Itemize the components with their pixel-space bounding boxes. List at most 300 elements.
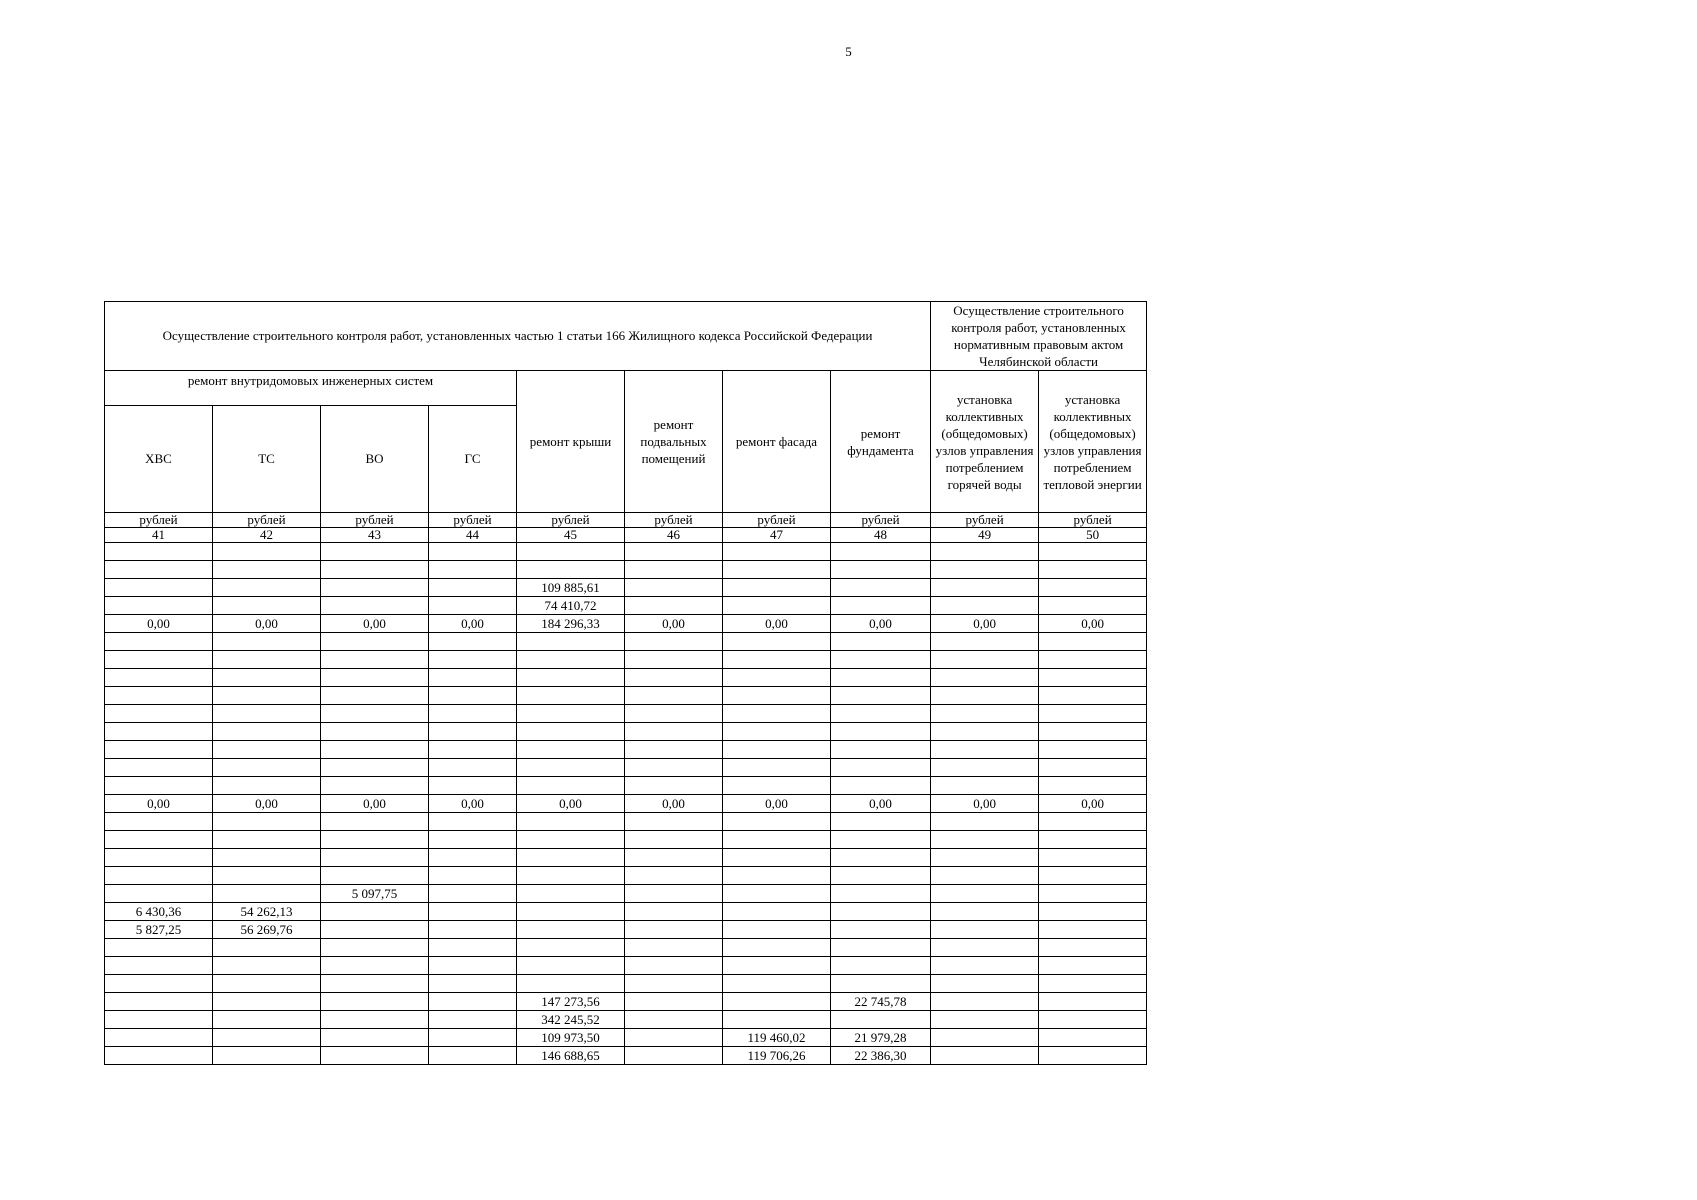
table-cell — [321, 849, 429, 867]
table-cell: 0,00 — [625, 615, 723, 633]
table-cell — [213, 543, 321, 561]
table-cell — [105, 975, 213, 993]
column-number: 48 — [831, 528, 931, 543]
table-cell: 6 430,36 — [105, 903, 213, 921]
table-cell — [625, 651, 723, 669]
table-cell — [517, 903, 625, 921]
table-cell — [429, 741, 517, 759]
table-cell — [625, 1047, 723, 1065]
page-number: 5 — [845, 44, 852, 59]
table-cell — [931, 777, 1039, 795]
table-cell: 5 097,75 — [321, 885, 429, 903]
table-cell — [1039, 867, 1147, 885]
table-cell: 0,00 — [1039, 615, 1147, 633]
table-cell — [931, 1029, 1039, 1047]
table-row — [105, 579, 1147, 597]
table-cell — [723, 723, 831, 741]
table-cell — [321, 777, 429, 795]
table-cell: 119 706,26 — [723, 1047, 831, 1065]
table-cell — [625, 813, 723, 831]
table-cell — [723, 939, 831, 957]
table-cell — [931, 687, 1039, 705]
table-cell — [723, 849, 831, 867]
regional-title: Осуществление строительного контроля работ, установленных нормативным правовым актом Челябинской области — [931, 302, 1147, 371]
table-cell — [213, 705, 321, 723]
table-cell: 0,00 — [105, 795, 213, 813]
table-cell — [517, 723, 625, 741]
table-cell — [429, 921, 517, 939]
table-cell — [931, 975, 1039, 993]
table-cell: 0,00 — [321, 795, 429, 813]
header-facade: ремонт фасада — [723, 371, 831, 513]
table-cell — [105, 813, 213, 831]
header-basement: ремонт подвальных помещений — [625, 371, 723, 513]
group-row — [105, 371, 1147, 406]
table-cell — [831, 597, 931, 615]
table-cell: 0,00 — [931, 615, 1039, 633]
table-cell — [931, 579, 1039, 597]
table-cell — [1039, 939, 1147, 957]
table-cell — [831, 939, 931, 957]
table-cell: 56 269,76 — [213, 921, 321, 939]
table-cell — [213, 813, 321, 831]
engineering-systems-header: ремонт внутридомовых инженерных систем — [105, 371, 517, 406]
table-cell — [831, 543, 931, 561]
table-cell — [831, 759, 931, 777]
table-cell — [213, 777, 321, 795]
table-row — [105, 813, 1147, 831]
table-cell — [321, 1011, 429, 1029]
table-cell — [429, 903, 517, 921]
table-cell — [1039, 705, 1147, 723]
table-cell — [517, 921, 625, 939]
table-cell: 54 262,13 — [213, 903, 321, 921]
table-row — [105, 759, 1147, 777]
table-cell — [625, 957, 723, 975]
table-cell — [1039, 1029, 1147, 1047]
table-cell — [105, 993, 213, 1011]
table-cell — [213, 831, 321, 849]
table-cell — [723, 543, 831, 561]
table-cell — [321, 975, 429, 993]
table-row — [105, 705, 1147, 723]
table-cell — [625, 669, 723, 687]
table-cell: 342 245,52 — [517, 1011, 625, 1029]
table-cell — [831, 579, 931, 597]
table-cell — [517, 957, 625, 975]
header-gs: ГС — [429, 406, 517, 513]
table-cell: 0,00 — [429, 795, 517, 813]
table-cell — [429, 579, 517, 597]
table-cell — [931, 849, 1039, 867]
column-number: 44 — [429, 528, 517, 543]
table-row — [105, 957, 1147, 975]
table-row — [105, 975, 1147, 993]
table-cell — [1039, 597, 1147, 615]
table-cell — [429, 759, 517, 777]
table-cell — [321, 1047, 429, 1065]
units-row — [105, 513, 1147, 528]
table-cell — [1039, 723, 1147, 741]
table-row — [105, 849, 1147, 867]
table-cell — [213, 669, 321, 687]
table-cell — [321, 705, 429, 723]
table-cell — [105, 939, 213, 957]
table-cell — [931, 813, 1039, 831]
table-cell — [105, 543, 213, 561]
table-row — [105, 831, 1147, 849]
table-row — [105, 867, 1147, 885]
table-cell — [213, 885, 321, 903]
table-cell — [625, 633, 723, 651]
table-cell — [831, 975, 931, 993]
table-cell — [625, 1011, 723, 1029]
table-cell — [723, 957, 831, 975]
table-cell — [321, 723, 429, 741]
table-cell: 74 410,72 — [517, 597, 625, 615]
table-cell — [429, 651, 517, 669]
table-cell — [517, 543, 625, 561]
table-cell: 21 979,28 — [831, 1029, 931, 1047]
table-cell — [1039, 561, 1147, 579]
table-cell — [429, 867, 517, 885]
table-cell — [517, 759, 625, 777]
table-cell: 5 827,25 — [105, 921, 213, 939]
table-cell — [723, 759, 831, 777]
table-cell — [429, 1029, 517, 1047]
table-cell — [723, 777, 831, 795]
table-row — [105, 651, 1147, 669]
table-cell — [213, 1011, 321, 1029]
table-row — [105, 1029, 1147, 1047]
table-cell — [321, 561, 429, 579]
table-cell — [517, 831, 625, 849]
table-cell — [723, 867, 831, 885]
table-cell — [831, 1011, 931, 1029]
table-cell — [429, 831, 517, 849]
table-cell — [831, 957, 931, 975]
table-row — [105, 543, 1147, 561]
table-cell — [723, 993, 831, 1011]
table-cell — [105, 957, 213, 975]
table-cell — [625, 723, 723, 741]
table-row — [105, 597, 1147, 615]
report-table — [104, 301, 1147, 1065]
table-cell — [517, 867, 625, 885]
table-cell — [321, 687, 429, 705]
column-number: 50 — [1039, 528, 1147, 543]
table-cell — [213, 741, 321, 759]
table-cell: 109 973,50 — [517, 1029, 625, 1047]
table-cell — [723, 885, 831, 903]
table-cell — [517, 849, 625, 867]
table-cell — [831, 849, 931, 867]
table-cell — [1039, 543, 1147, 561]
table-cell — [625, 1029, 723, 1047]
table-cell — [105, 669, 213, 687]
table-cell — [723, 597, 831, 615]
table-cell — [625, 849, 723, 867]
table-cell: 0,00 — [213, 795, 321, 813]
unit-cell: рублей — [723, 513, 831, 528]
table-cell — [429, 633, 517, 651]
table-cell: 0,00 — [831, 795, 931, 813]
table-cell — [105, 1047, 213, 1065]
column-number: 45 — [517, 528, 625, 543]
header-roof: ремонт крыши — [517, 371, 625, 513]
table-cell — [931, 633, 1039, 651]
table-cell — [429, 561, 517, 579]
unit-cell: рублей — [931, 513, 1039, 528]
table-cell — [831, 723, 931, 741]
table-cell — [831, 777, 931, 795]
table-cell — [931, 957, 1039, 975]
table-cell — [1039, 993, 1147, 1011]
table-cell: 0,00 — [321, 615, 429, 633]
table-cell — [213, 1029, 321, 1047]
table-row — [105, 1011, 1147, 1029]
table-cell — [625, 543, 723, 561]
table-cell — [625, 759, 723, 777]
table-cell — [931, 705, 1039, 723]
table-cell — [105, 885, 213, 903]
table-cell — [931, 1011, 1039, 1029]
table-cell: 0,00 — [831, 615, 931, 633]
table-cell — [723, 813, 831, 831]
table-cell — [429, 723, 517, 741]
table-cell — [625, 993, 723, 1011]
table-cell — [625, 705, 723, 723]
table-row — [105, 903, 1147, 921]
table-cell: 22 745,78 — [831, 993, 931, 1011]
table-cell — [723, 579, 831, 597]
table-row — [105, 885, 1147, 903]
header-ts: ТС — [213, 406, 321, 513]
table-cell — [931, 1047, 1039, 1065]
table-cell — [831, 633, 931, 651]
table-cell — [213, 687, 321, 705]
unit-cell: рублей — [321, 513, 429, 528]
table-cell: 0,00 — [213, 615, 321, 633]
column-number: 49 — [931, 528, 1039, 543]
table-cell — [931, 723, 1039, 741]
table-cell: 147 273,56 — [517, 993, 625, 1011]
table-cell — [1039, 687, 1147, 705]
table-cell — [429, 885, 517, 903]
table-cell — [517, 669, 625, 687]
table-cell — [105, 561, 213, 579]
table-cell — [429, 1047, 517, 1065]
table-cell — [723, 1011, 831, 1029]
table-cell — [723, 561, 831, 579]
table-cell — [517, 777, 625, 795]
table-cell — [1039, 831, 1147, 849]
table-cell — [831, 705, 931, 723]
table-cell — [321, 651, 429, 669]
unit-cell: рублей — [429, 513, 517, 528]
table-cell — [625, 777, 723, 795]
table-cell — [517, 975, 625, 993]
header-hvs: ХВС — [105, 406, 213, 513]
table-cell — [1039, 1047, 1147, 1065]
table-cell — [213, 651, 321, 669]
table-cell — [723, 705, 831, 723]
table-cell — [105, 1029, 213, 1047]
table-cell — [213, 1047, 321, 1065]
table-cell — [723, 831, 831, 849]
table-row — [105, 687, 1147, 705]
table-cell — [429, 687, 517, 705]
header-vo: ВО — [321, 406, 429, 513]
table-cell — [321, 813, 429, 831]
table-cell — [1039, 957, 1147, 975]
table-cell — [105, 849, 213, 867]
table-cell — [723, 741, 831, 759]
table-cell — [517, 813, 625, 831]
table-cell: 0,00 — [517, 795, 625, 813]
table-cell — [429, 813, 517, 831]
table-cell — [1039, 741, 1147, 759]
table-cell — [831, 561, 931, 579]
table-cell — [1039, 813, 1147, 831]
table-cell — [105, 687, 213, 705]
table-cell — [517, 651, 625, 669]
table-cell — [831, 669, 931, 687]
table-row — [105, 993, 1147, 1011]
table-cell — [105, 1011, 213, 1029]
table-cell — [321, 831, 429, 849]
table-cell — [625, 903, 723, 921]
table-cell — [321, 867, 429, 885]
table-cell — [321, 597, 429, 615]
table-cell — [723, 921, 831, 939]
table-cell — [723, 975, 831, 993]
table-cell — [429, 777, 517, 795]
table-cell — [429, 957, 517, 975]
table-cell — [429, 705, 517, 723]
table-cell — [625, 885, 723, 903]
table-cell — [517, 561, 625, 579]
table-cell — [321, 957, 429, 975]
table-cell — [321, 939, 429, 957]
table-cell — [723, 651, 831, 669]
table-cell — [321, 903, 429, 921]
table-cell — [517, 741, 625, 759]
table-cell — [831, 813, 931, 831]
table-cell — [321, 633, 429, 651]
table-cell — [931, 561, 1039, 579]
table-cell — [831, 651, 931, 669]
table-cell: 146 688,65 — [517, 1047, 625, 1065]
table-cell — [105, 741, 213, 759]
table-cell — [321, 921, 429, 939]
table-cell — [105, 633, 213, 651]
table-cell — [321, 543, 429, 561]
table-cell — [429, 543, 517, 561]
table-cell — [625, 579, 723, 597]
table-row — [105, 795, 1147, 813]
table-cell — [321, 579, 429, 597]
main-title: Осуществление строительного контроля работ, установленных частью 1 статьи 166 Жилищного кодекса Российской Федерации — [105, 302, 931, 371]
table-cell — [831, 867, 931, 885]
table-cell — [105, 597, 213, 615]
header-heat-meter: установка коллективных (общедомовых) узлов управления потреблением тепловой энергии — [1039, 371, 1147, 513]
table-cell — [429, 975, 517, 993]
table-cell: 184 296,33 — [517, 615, 625, 633]
table-row — [105, 1047, 1147, 1065]
table-cell — [931, 543, 1039, 561]
table-cell: 0,00 — [1039, 795, 1147, 813]
column-number: 46 — [625, 528, 723, 543]
column-number: 47 — [723, 528, 831, 543]
table-cell — [831, 921, 931, 939]
table-cell — [931, 867, 1039, 885]
table-cell — [517, 705, 625, 723]
table-cell — [931, 885, 1039, 903]
table-cell — [321, 1029, 429, 1047]
table-cell — [931, 597, 1039, 615]
table-row — [105, 921, 1147, 939]
table-cell — [517, 687, 625, 705]
table-cell — [1039, 1011, 1147, 1029]
table-cell — [831, 885, 931, 903]
table-row — [105, 723, 1147, 741]
unit-cell: рублей — [105, 513, 213, 528]
table-cell — [429, 939, 517, 957]
table-cell — [1039, 633, 1147, 651]
table-cell — [321, 993, 429, 1011]
table-cell — [321, 759, 429, 777]
table-cell: 0,00 — [723, 615, 831, 633]
table-cell — [213, 723, 321, 741]
table-cell — [931, 831, 1039, 849]
table-cell — [213, 759, 321, 777]
table-cell — [1039, 777, 1147, 795]
table-cell — [831, 903, 931, 921]
table-cell — [831, 741, 931, 759]
unit-cell: рублей — [517, 513, 625, 528]
table-cell — [429, 849, 517, 867]
table-cell — [1039, 651, 1147, 669]
table-cell — [931, 939, 1039, 957]
table-cell — [1039, 849, 1147, 867]
table-cell — [723, 687, 831, 705]
column-number: 43 — [321, 528, 429, 543]
table-cell — [517, 885, 625, 903]
table-cell: 109 885,61 — [517, 579, 625, 597]
table-cell — [213, 939, 321, 957]
table-cell — [213, 849, 321, 867]
table-cell — [321, 741, 429, 759]
table-cell — [723, 669, 831, 687]
unit-cell: рублей — [1039, 513, 1147, 528]
table-cell — [931, 759, 1039, 777]
table-cell — [105, 831, 213, 849]
table-cell — [625, 597, 723, 615]
table-cell — [831, 687, 931, 705]
table-cell — [213, 975, 321, 993]
table-cell — [213, 579, 321, 597]
table-row — [105, 741, 1147, 759]
table-cell — [723, 903, 831, 921]
table-cell — [429, 669, 517, 687]
table-cell — [931, 669, 1039, 687]
table-cell: 0,00 — [931, 795, 1039, 813]
header-hot-water-meter: установка коллективных (общедомовых) узлов управления потреблением горячей воды — [931, 371, 1039, 513]
table-cell — [213, 597, 321, 615]
table-cell — [105, 651, 213, 669]
table-cell — [213, 957, 321, 975]
